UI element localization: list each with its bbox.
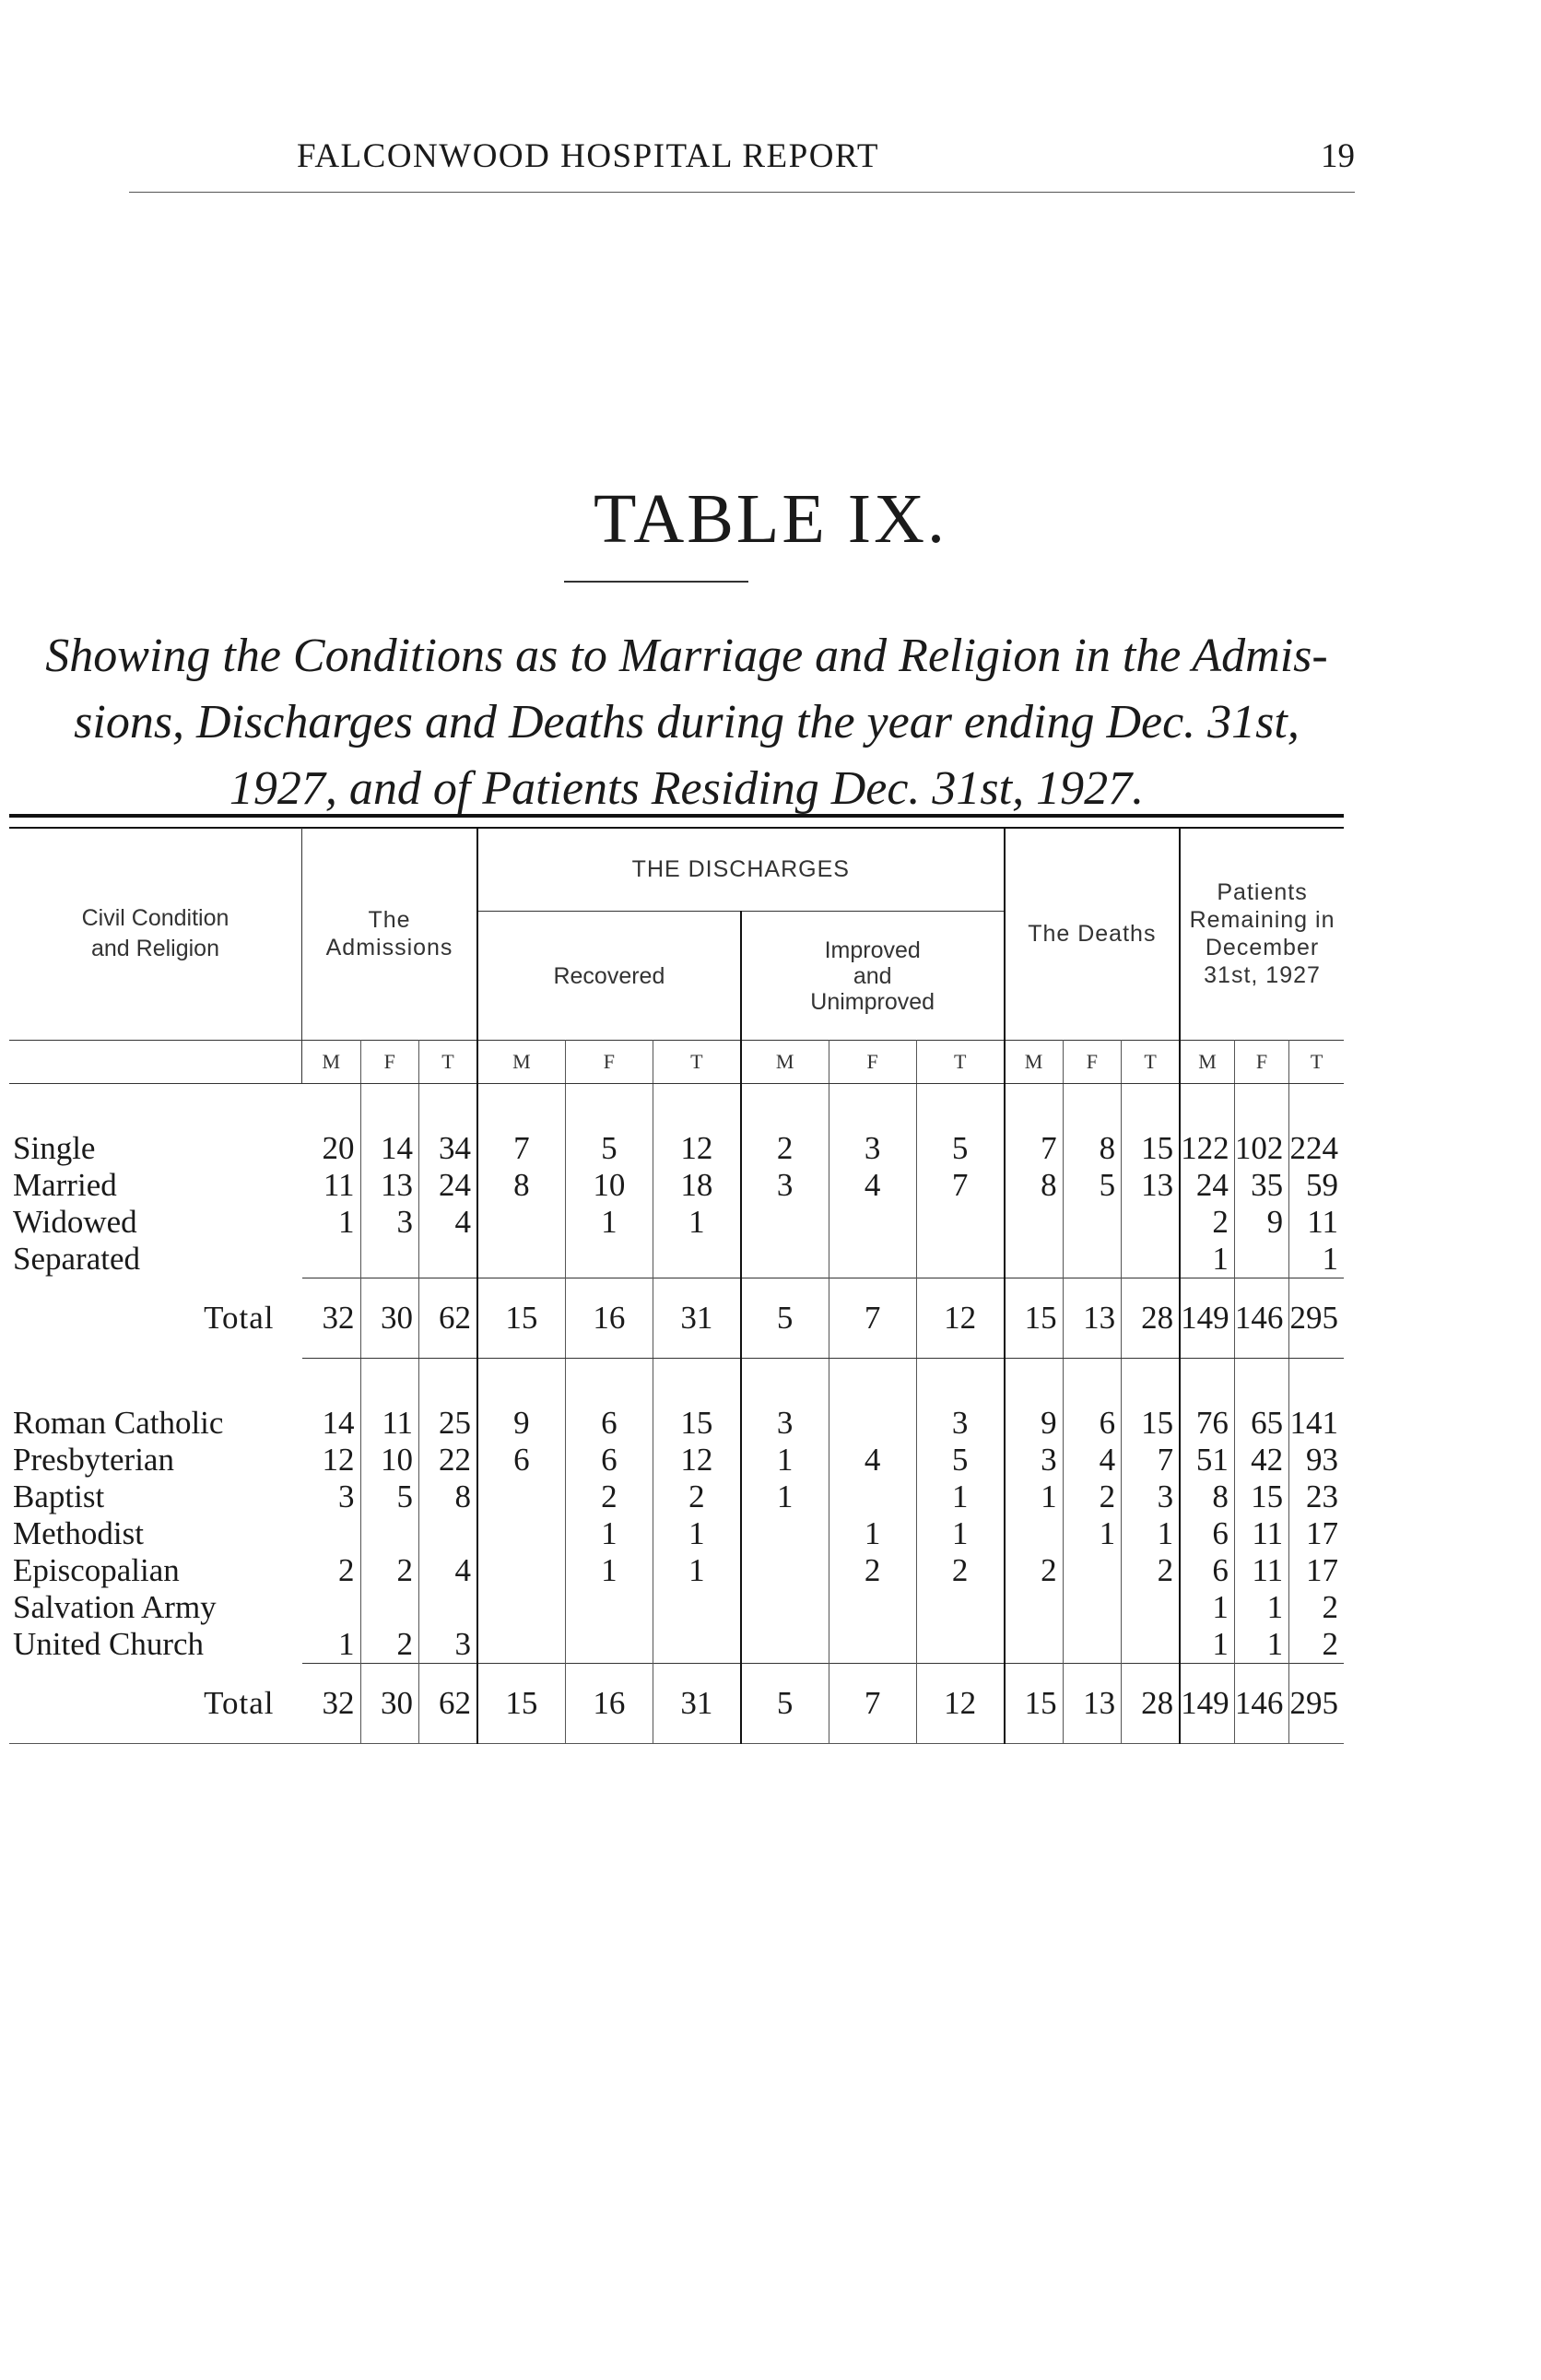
table-cell: 3	[916, 1405, 1004, 1442]
table-row	[9, 1552, 1344, 1589]
table-cell: 2	[741, 1130, 829, 1167]
table-cell	[1122, 1204, 1181, 1241]
row-label: Single	[13, 1130, 96, 1166]
table-cell: 14	[360, 1130, 419, 1167]
table-cell	[829, 1626, 916, 1664]
table-cell: 6	[1180, 1515, 1234, 1552]
table-cell	[829, 1405, 916, 1442]
header-deaths: The Deaths	[1005, 828, 1181, 1041]
table-cell	[653, 1626, 741, 1664]
table-cell: 1	[1005, 1479, 1064, 1515]
table-cell: 141	[1289, 1405, 1338, 1441]
table-cell: 15	[1005, 1664, 1064, 1744]
table-cell: 17	[1306, 1515, 1338, 1551]
table-cell: 1	[653, 1552, 741, 1589]
table-cell: 1	[1322, 1241, 1338, 1277]
table-cell	[1234, 1241, 1288, 1278]
table-cell	[360, 1589, 419, 1626]
table-cell: 1	[1180, 1241, 1234, 1278]
table-cell: 8	[1005, 1167, 1064, 1204]
table-cell: 3	[829, 1130, 916, 1167]
table-cell: 8	[1180, 1479, 1234, 1515]
table-cell: 1	[1122, 1515, 1181, 1552]
col-m: M	[302, 1041, 361, 1084]
table-cell: 295	[1289, 1664, 1344, 1744]
table-cell	[477, 1589, 565, 1626]
row-label: Married	[13, 1167, 117, 1203]
table-cell: 13	[1063, 1664, 1122, 1744]
statistics-table	[9, 828, 1344, 1744]
table-cell: 30	[360, 1278, 419, 1359]
table-cell: 7	[829, 1664, 916, 1744]
table-cell: 1	[1234, 1626, 1288, 1664]
row-label: Methodist	[13, 1515, 144, 1551]
table-cell: 7	[916, 1167, 1004, 1204]
table-cell: 7	[829, 1278, 916, 1359]
table-cell	[1063, 1626, 1122, 1664]
table-cell: 16	[565, 1664, 653, 1744]
table-cell	[1005, 1626, 1064, 1664]
table-row	[9, 1241, 1344, 1278]
table-cell	[1005, 1515, 1064, 1552]
total-row	[9, 1278, 1344, 1359]
row-label: Baptist	[13, 1479, 105, 1514]
table-cell	[1005, 1589, 1064, 1626]
col-m: M	[741, 1041, 829, 1084]
table-cell: 20	[302, 1130, 361, 1167]
row-label: Roman Catholic	[13, 1405, 224, 1441]
table-cell: 11	[1234, 1552, 1288, 1589]
table-cell: 4	[829, 1167, 916, 1204]
table-cell: 32	[302, 1278, 361, 1359]
table-cell: 51	[1180, 1442, 1234, 1479]
table-cell: 2	[916, 1552, 1004, 1589]
table-cell: 2	[1122, 1552, 1181, 1589]
table-cell: 13	[1122, 1167, 1181, 1204]
table-cell	[360, 1241, 419, 1278]
title-rule	[564, 581, 748, 583]
table-cell: 8	[477, 1167, 565, 1204]
table-cell: 1	[1234, 1589, 1288, 1626]
table-cell	[477, 1204, 565, 1241]
table-cell: 93	[1306, 1442, 1338, 1478]
table-cell: 13	[360, 1167, 419, 1204]
table-cell: 8	[1063, 1130, 1122, 1167]
table-cell: 1	[741, 1479, 829, 1515]
table-top-rule	[9, 814, 1344, 829]
mft-header-row	[9, 1041, 1344, 1084]
table-cell: 12	[916, 1278, 1004, 1359]
table-cell: 12	[916, 1664, 1004, 1744]
table-cell: 10	[360, 1442, 419, 1479]
table-cell: 30	[360, 1664, 419, 1744]
table-cell	[302, 1589, 361, 1626]
table-cell	[1063, 1589, 1122, 1626]
table-cell: 6	[565, 1442, 653, 1479]
table-cell: 5	[565, 1130, 653, 1167]
religion-section	[9, 1359, 1344, 1744]
table-cell: 6	[477, 1442, 565, 1479]
table-cell: 1	[565, 1552, 653, 1589]
table-row	[9, 1479, 1344, 1515]
table-cell: 1	[1063, 1515, 1122, 1552]
table-cell: 1	[1180, 1626, 1234, 1664]
table-cell: 9	[477, 1405, 565, 1442]
col-f: F	[1234, 1041, 1288, 1084]
table-cell: 149	[1180, 1664, 1234, 1744]
table-cell: 2	[360, 1552, 419, 1589]
table-cell	[1005, 1241, 1064, 1278]
table-cell: 28	[1122, 1664, 1181, 1744]
table-cell	[1063, 1241, 1122, 1278]
table-cell: 1	[829, 1515, 916, 1552]
table-cell: 6	[565, 1405, 653, 1442]
table-cell: 1	[741, 1442, 829, 1479]
table-cell: 122	[1180, 1130, 1234, 1167]
table-cell: 34	[419, 1130, 478, 1167]
table-cell: 1	[653, 1204, 741, 1241]
total-row	[9, 1664, 1344, 1744]
row-label: Widowed	[13, 1204, 137, 1240]
table-cell: 8	[419, 1479, 478, 1515]
table-cell: 2	[829, 1552, 916, 1589]
table-cell: 3	[741, 1405, 829, 1442]
row-label: Total	[9, 1664, 302, 1744]
table-cell	[477, 1626, 565, 1664]
table-cell	[477, 1479, 565, 1515]
page-number: 19	[1321, 137, 1355, 175]
header-improved: Improved and Unimproved	[741, 912, 1005, 1041]
table-cell: 7	[477, 1130, 565, 1167]
table-cell: 224	[1289, 1130, 1338, 1166]
table-cell: 3	[1122, 1479, 1181, 1515]
table-cell: 1	[916, 1479, 1004, 1515]
col-t: T	[1289, 1041, 1344, 1084]
table-cell: 24	[419, 1167, 478, 1204]
header-admissions: The Admissions	[302, 828, 478, 1041]
table-cell: 2	[302, 1552, 361, 1589]
header-civil-condition: Civil Condition and Religion	[9, 828, 302, 1041]
table-cell	[1122, 1241, 1181, 1278]
table-cell: 65	[1234, 1405, 1288, 1442]
caption-line: 1927, and of Patients Residing Dec. 31st, 1927.	[229, 762, 1145, 815]
table-cell	[360, 1515, 419, 1552]
table-cell: 62	[419, 1664, 478, 1744]
table-cell	[741, 1241, 829, 1278]
table-cell: 1	[302, 1204, 361, 1241]
table-cell: 102	[1234, 1130, 1288, 1167]
table-cell: 31	[653, 1278, 741, 1359]
col-t: T	[419, 1041, 478, 1084]
row-label: Separated	[13, 1241, 140, 1278]
table-row	[9, 1405, 1344, 1442]
table-cell: 10	[565, 1167, 653, 1204]
col-t: T	[916, 1041, 1004, 1084]
table-cell	[741, 1204, 829, 1241]
table-cell: 5	[741, 1664, 829, 1744]
table-cell: 2	[1180, 1204, 1234, 1241]
table-cell: 25	[419, 1405, 478, 1442]
table-cell: 22	[419, 1442, 478, 1479]
table-cell: 2	[1005, 1552, 1064, 1589]
table-cell: 15	[1234, 1479, 1288, 1515]
header-patients-remaining: Patients Remaining in December 31st, 1927	[1189, 879, 1335, 988]
table-cell	[653, 1241, 741, 1278]
col-f: F	[360, 1041, 419, 1084]
col-f: F	[829, 1041, 916, 1084]
col-m: M	[1180, 1041, 1234, 1084]
row-label: Presbyterian	[13, 1442, 174, 1478]
row-label: Total	[204, 1300, 275, 1336]
table-row	[9, 1515, 1344, 1552]
table-cell: 15	[653, 1405, 741, 1442]
table-cell	[302, 1515, 361, 1552]
table-cell: 3	[741, 1167, 829, 1204]
table-cell: 59	[1306, 1167, 1338, 1203]
table-cell	[653, 1589, 741, 1626]
table-cell	[916, 1589, 1004, 1626]
table-cell	[741, 1552, 829, 1589]
table-cell	[419, 1241, 478, 1278]
table-cell	[1122, 1589, 1181, 1626]
table-cell: 11	[1307, 1204, 1338, 1240]
table-cell: 12	[653, 1130, 741, 1167]
table-cell	[916, 1241, 1004, 1278]
table-title: TABLE IX.	[594, 480, 947, 558]
table-row	[9, 1442, 1344, 1479]
col-f: F	[565, 1041, 653, 1084]
table-cell: 28	[1122, 1278, 1181, 1359]
table-cell: 3	[1005, 1442, 1064, 1479]
table-cell: 15	[1122, 1405, 1181, 1442]
table-cell: 4	[419, 1204, 478, 1241]
header-discharges: THE DISCHARGES	[477, 828, 1005, 912]
table-cell	[1063, 1552, 1122, 1589]
table-cell: 5	[741, 1278, 829, 1359]
table-cell	[741, 1589, 829, 1626]
table-cell: 11	[1234, 1515, 1288, 1552]
caption-line: Showing the Conditions as to Marriage and Religion in the Admis-	[45, 630, 1328, 682]
civil-condition-section	[9, 1084, 1344, 1359]
table-row	[9, 1589, 1344, 1626]
table-cell: 1	[565, 1515, 653, 1552]
table-cell	[829, 1589, 916, 1626]
table-cell: 6	[1063, 1405, 1122, 1442]
table-cell: 42	[1234, 1442, 1288, 1479]
table-cell: 4	[829, 1442, 916, 1479]
table-cell: 23	[1306, 1479, 1338, 1514]
table-cell	[1005, 1204, 1064, 1241]
table-row	[9, 1167, 1344, 1204]
table-cell	[829, 1479, 916, 1515]
table-row	[9, 1204, 1344, 1241]
table-cell: 11	[360, 1405, 419, 1442]
table-cell: 149	[1180, 1278, 1234, 1359]
table-cell	[916, 1626, 1004, 1664]
table-cell: 3	[302, 1479, 361, 1515]
table-cell: 1	[565, 1204, 653, 1241]
table-cell	[916, 1204, 1004, 1241]
table-cell	[477, 1515, 565, 1552]
table-cell: 2	[1322, 1589, 1338, 1625]
col-m: M	[1005, 1041, 1064, 1084]
table-cell: 5	[1063, 1167, 1122, 1204]
table-cell: 4	[1063, 1442, 1122, 1479]
table-row	[9, 1130, 1344, 1167]
table-cell: 4	[419, 1552, 478, 1589]
table-cell: 12	[653, 1442, 741, 1479]
table-cell: 15	[1005, 1278, 1064, 1359]
table-cell: 31	[653, 1664, 741, 1744]
table-cell: 76	[1180, 1405, 1234, 1442]
table-cell	[829, 1204, 916, 1241]
col-t: T	[1122, 1041, 1181, 1084]
col-m: M	[477, 1041, 565, 1084]
table-cell: 2	[360, 1626, 419, 1664]
table-cell: 1	[653, 1515, 741, 1552]
table-cell: 18	[653, 1167, 741, 1204]
table-cell: 6	[1180, 1552, 1234, 1589]
table-caption	[9, 623, 1364, 822]
table-cell	[477, 1241, 565, 1278]
table-cell: 35	[1234, 1167, 1288, 1204]
table-cell: 2	[653, 1479, 741, 1515]
table-cell: 15	[1122, 1130, 1181, 1167]
table-cell	[419, 1515, 478, 1552]
table-cell: 7	[1005, 1130, 1064, 1167]
table-cell	[741, 1515, 829, 1552]
table-cell: 15	[477, 1664, 565, 1744]
col-f: F	[1063, 1041, 1122, 1084]
table-row	[9, 1626, 1344, 1664]
table-cell: 2	[1322, 1626, 1338, 1662]
table-cell	[565, 1626, 653, 1664]
table-cell: 14	[302, 1405, 361, 1442]
table-cell: 9	[1234, 1204, 1288, 1241]
table-cell: 146	[1234, 1664, 1288, 1744]
caption-line: sions, Discharges and Deaths during the year ending Dec. 31st,	[74, 696, 1300, 748]
table-cell: 5	[916, 1130, 1004, 1167]
table-cell: 3	[360, 1204, 419, 1241]
table-cell: 1	[916, 1515, 1004, 1552]
table-cell: 62	[419, 1278, 478, 1359]
table-cell	[419, 1589, 478, 1626]
table-cell	[302, 1241, 361, 1278]
table-cell: 17	[1306, 1552, 1338, 1588]
table-cell: 32	[302, 1664, 361, 1744]
table-cell: 16	[565, 1278, 653, 1359]
table-cell	[565, 1241, 653, 1278]
table-cell	[1063, 1204, 1122, 1241]
table-cell	[741, 1626, 829, 1664]
row-label: Salvation Army	[13, 1589, 217, 1625]
row-label: Episcopalian	[13, 1552, 180, 1588]
table-cell: 9	[1005, 1405, 1064, 1442]
running-title: FALCONWOOD HOSPITAL REPORT	[297, 137, 879, 175]
table-cell	[565, 1589, 653, 1626]
table-cell: 3	[419, 1626, 478, 1664]
table-cell: 2	[1063, 1479, 1122, 1515]
col-t: T	[653, 1041, 741, 1084]
table-cell	[1122, 1626, 1181, 1664]
table-cell: 5	[360, 1479, 419, 1515]
table-cell: 295	[1289, 1278, 1344, 1359]
table-cell: 1	[1180, 1589, 1234, 1626]
running-header	[129, 136, 1355, 193]
table-cell: 13	[1063, 1278, 1122, 1359]
table-cell: 12	[302, 1442, 361, 1479]
table-cell: 11	[302, 1167, 361, 1204]
table-cell	[829, 1241, 916, 1278]
table-cell: 1	[302, 1626, 361, 1664]
header-recovered: Recovered	[477, 912, 741, 1041]
table-cell: 7	[1122, 1442, 1181, 1479]
table-cell: 5	[916, 1442, 1004, 1479]
table-cell: 146	[1234, 1278, 1288, 1359]
table-cell: 24	[1180, 1167, 1234, 1204]
table-cell: 2	[565, 1479, 653, 1515]
table-cell	[477, 1552, 565, 1589]
row-label: United Church	[13, 1626, 205, 1663]
table-cell: 15	[477, 1278, 565, 1359]
